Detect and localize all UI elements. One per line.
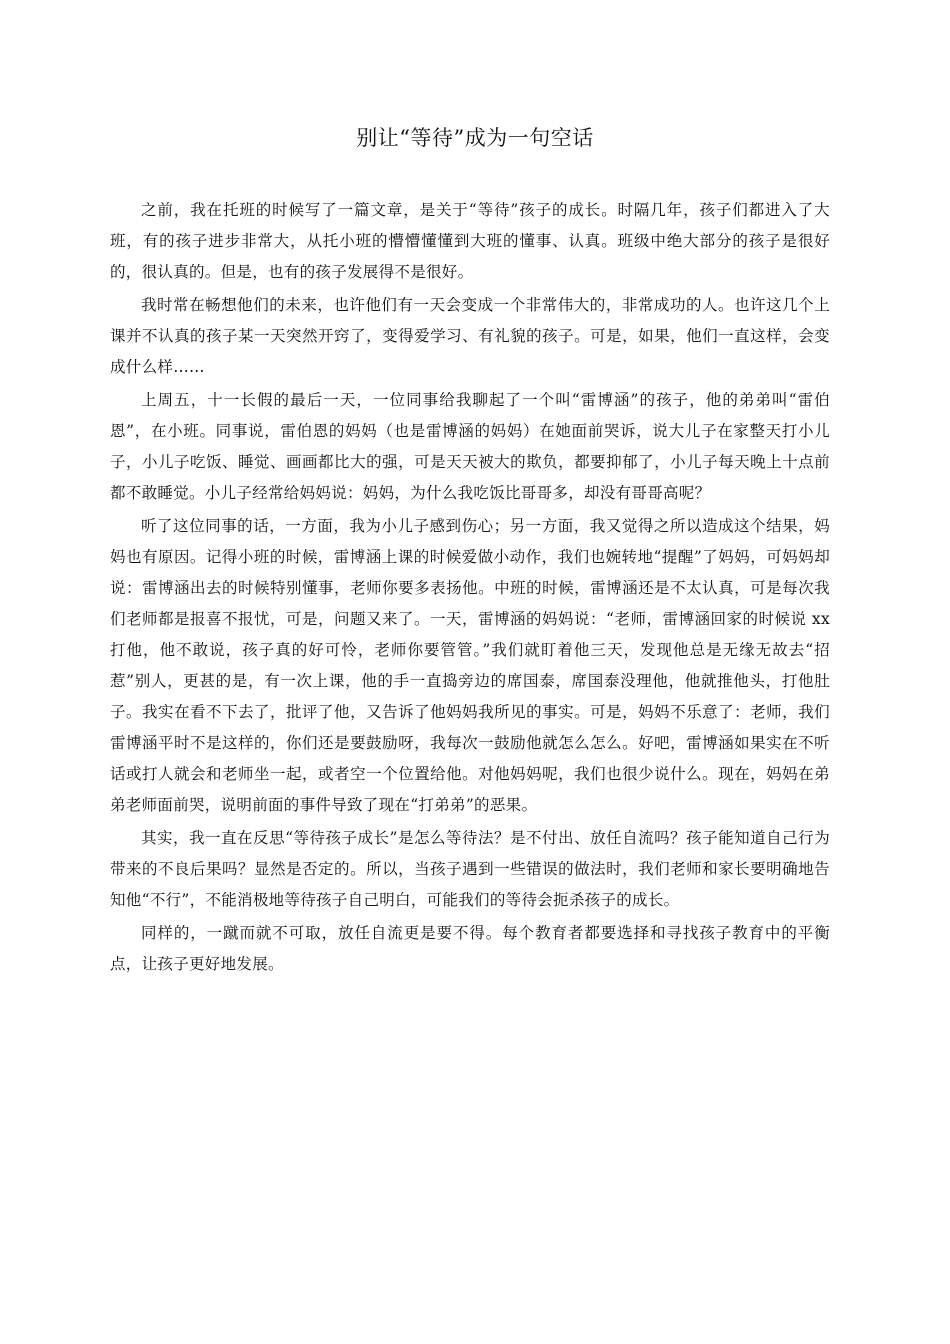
- document-title: 别让“等待”成为一句空话: [356, 126, 594, 150]
- document-body: [110, 195, 830, 980]
- paragraph-2: 我时常在畅想他们的未来，也许他们有一天会变成一个非常伟大的，非常成功的人。也许这几个上课并不认真的孩子某一天突然开窍了，变得爱学习、有礼貌的孩子。可是，如果，他们一直这样，会变成什么样……: [110, 296, 830, 376]
- paragraph-1: 之前，我在托班的时候写了一篇文章，是关于“等待”孩子的成长。时隔几年，孩子们都进入了大班，有的孩子进步非常大，从托小班的懵懵懂懂到大班的懂事、认真。班级中绝大部分的孩子是很好的，很认真的。但是，也有的孩子发展得不是很好。: [110, 201, 830, 281]
- paragraph-3: 上周五，十一长假的最后一天，一位同事给我聊起了一个叫“雷博涵”的孩子，他的弟弟叫“雷伯恩”，在小班。同事说，雷伯恩的妈妈（也是雷博涵的妈妈）在她面前哭诉，说大儿子在家整天打小儿子，小儿子吃饭、睡觉、画画都比大的强，可是天天被大的欺负，都要抑郁了，小儿子每天晚上十点前都不敢睡觉。小儿子经常给妈妈说：妈妈，为什么我吃饭比哥哥多，却没有哥哥高呢？: [110, 391, 830, 502]
- paragraph-5: 其实，我一直在反思“等待孩子成长”是怎么等待法？是不付出、放任自流吗？孩子能知道自己行为带来的不良后果吗？显然是否定的。所以，当孩子遇到一些错误的做法时，我们老师和家长要明确地告知他“不行”，不能消极地等待孩子自己明白，可能我们的等待会扼杀孩子的成长。: [110, 829, 830, 909]
- paragraph-6: 同样的，一蹴而就不可取，放任自流更是要不得。每个教育者都要选择和寻找孩子教育中的平衡点，让孩子更好地发展。: [110, 924, 830, 973]
- paragraph-4: 听了这位同事的话，一方面，我为小儿子感到伤心；另一方面，我又觉得之所以造成这个结果，妈妈也有原因。记得小班的时候，雷博涵上课的时候爱做小动作，我们也婉转地“提醒”了妈妈，可妈妈却说：雷博涵出去的时候特别懂事，老师你要多表扬他。中班的时候，雷博涵还是不太认真，可是每次我们老师都是报喜不报忧，可是，问题又来了。一天，雷博涵的妈妈说：“老师，雷博涵回家的时候说 xx 打他，他不敢说，孩子真的好可怜，老师你要管管。”我们就盯着他三天，发现他总是无缘无故去“招惹”别人，更甚的是，有一次上课，他的手一直捣旁边的席国泰，席国泰没理他，他就推他头，打他肚子。我实在看不下去了，批评了他，又告诉了他妈妈我所见的事实。可是，妈妈不乐意了：老师，我们雷博涵平时不是这样的，你们还是要鼓励呀，我每次一鼓励他就怎么怎么。好吧，雷博涵如果实在不听话或打人就会和老师坐一起，或者空一个位置给他。对他妈妈呢，我们也很少说什么。现在，妈妈在弟弟老师面前哭，说明前面的事件导致了现在“打弟弟”的恶果。: [110, 517, 830, 814]
